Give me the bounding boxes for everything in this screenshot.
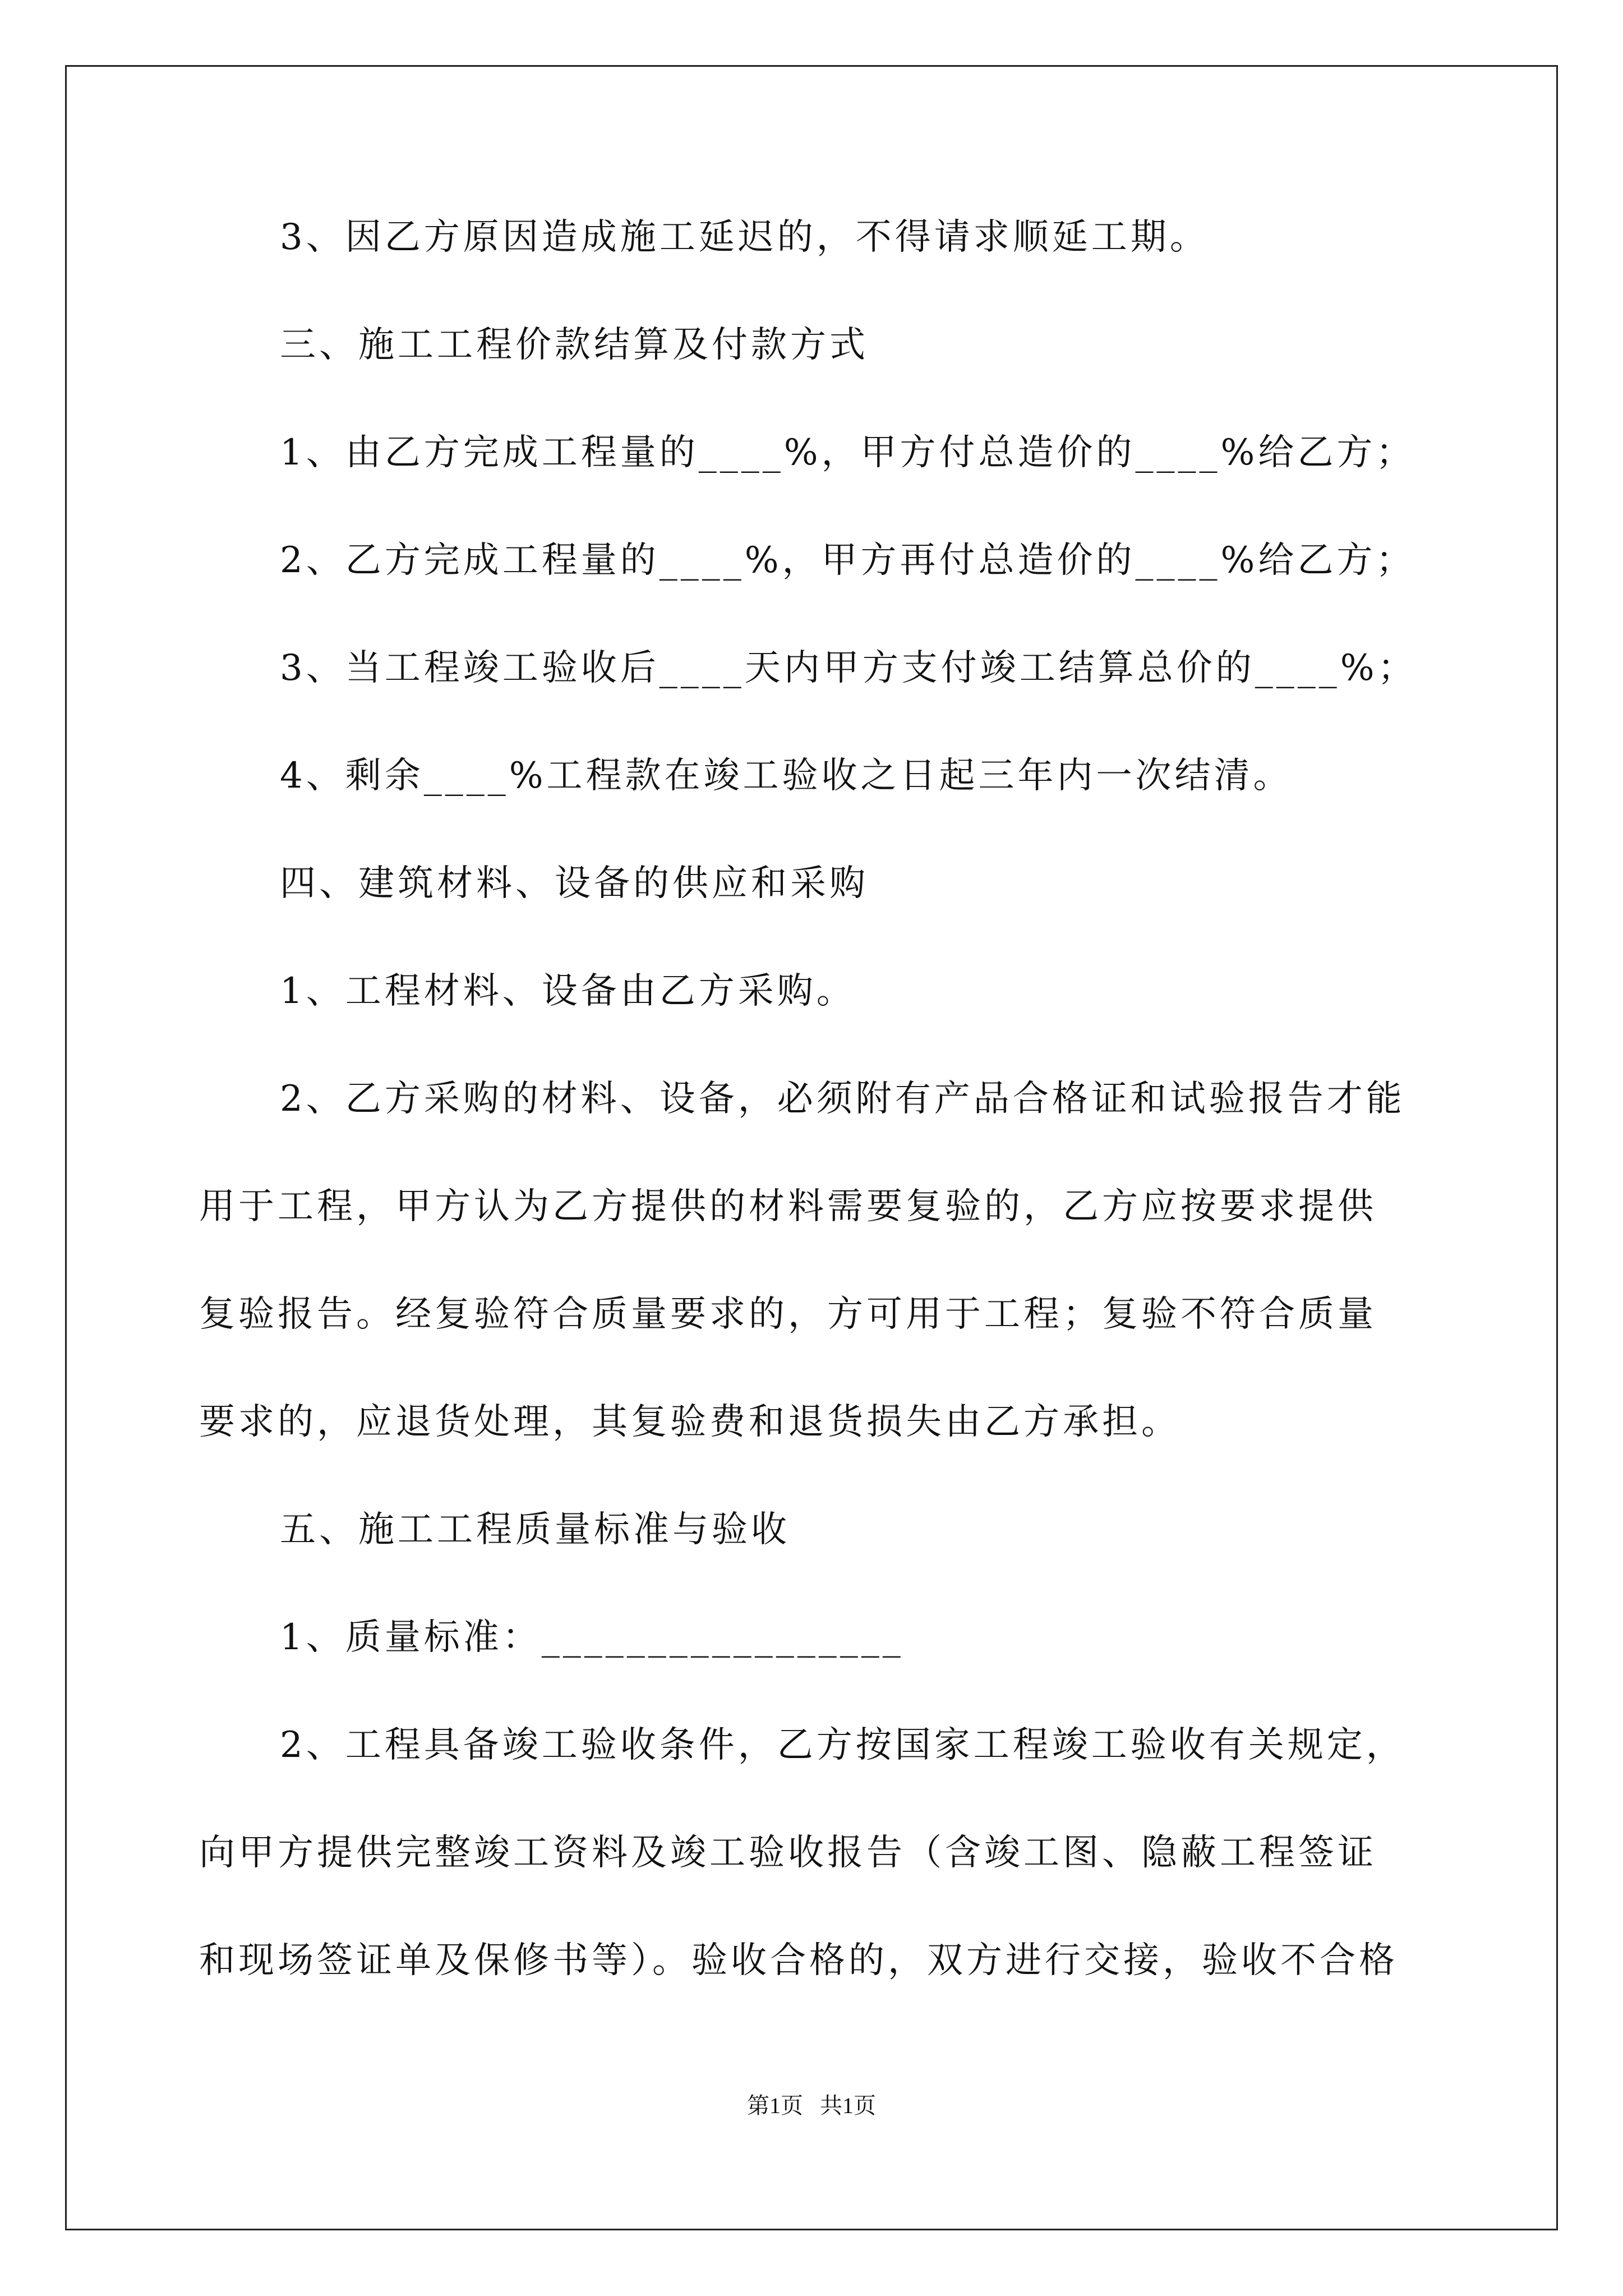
- paragraph-text: 3、当工程竣工验收后____天内甲方支付竣工结算总价的____%；: [280, 647, 1417, 689]
- paragraph-text: 和现场签证单及保修书等）。验收合格的，双方进行交接，验收不合格: [199, 1940, 1398, 1981]
- paragraph-text: 2、工程具备竣工验收条件，乙方按国家工程竣工验收有关规定，: [280, 1724, 1405, 1766]
- paragraph-text: 1、由乙方完成工程量的____%，甲方付总造价的____%给乙方；: [280, 432, 1415, 473]
- paragraph-text: 向甲方提供完整竣工资料及竣工验收报告（含竣工图、隐蔽工程签证: [199, 1832, 1377, 1874]
- section-heading: 五、施工工程质量标准与验收: [280, 1509, 790, 1550]
- section-heading: 三、施工工程价款结算及付款方式: [280, 324, 869, 366]
- page-number-footer: 第1页 共1页: [747, 2093, 876, 2118]
- paragraph-text: 2、乙方采购的材料、设备，必须附有产品合格证和试验报告才能: [280, 1078, 1405, 1120]
- paragraph-text: 1、工程材料、设备由乙方采购。: [280, 970, 856, 1012]
- document-body: [199, 210, 1433, 1987]
- paragraph-text: 4、剩余____%工程款在竣工验收之日起三年内一次结清。: [280, 755, 1293, 797]
- paragraph-text: 复验报告。经复验符合质量要求的，方可用于工程；复验不符合质量: [199, 1294, 1377, 1335]
- paragraph-text: 1、质量标准：_________________: [280, 1617, 904, 1658]
- paragraph-text: 要求的，应退货处理，其复验费和退货损失由乙方承担。: [199, 1401, 1181, 1443]
- paragraph-text: 用于工程，甲方认为乙方提供的材料需要复验的，乙方应按要求提供: [199, 1186, 1377, 1227]
- paragraph-text: 2、乙方完成工程量的____%，甲方再付总造价的____%给乙方；: [280, 540, 1415, 581]
- paragraph-text: 3、因乙方原因造成施工延迟的，不得请求顺延工期。: [280, 217, 1209, 258]
- section-heading: 四、建筑材料、设备的供应和采购: [280, 863, 869, 904]
